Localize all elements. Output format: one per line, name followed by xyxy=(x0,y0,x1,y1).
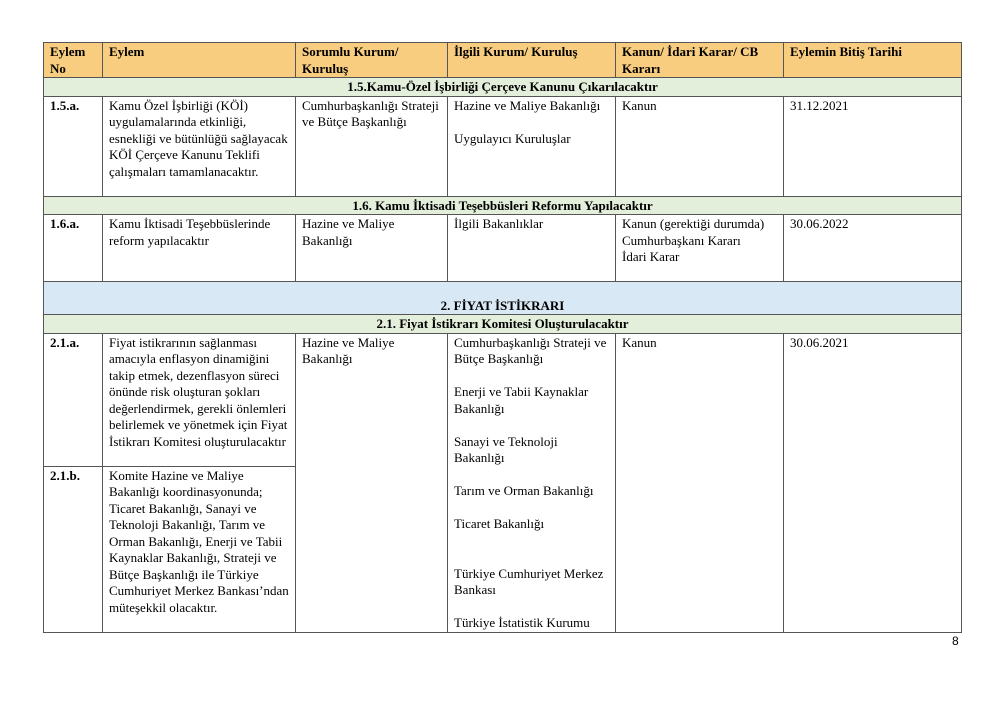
header-action: Eylem xyxy=(103,43,296,78)
responsible-institution: Cumhurbaşkanlığı Strateji ve Bütçe Başkanlığı xyxy=(296,96,448,196)
action-text: Komite Hazine ve Maliye Bakanlığı koordinasyonunda; Ticaret Bakanlığı, Sanayi ve Teknoloji Bakanlığı, Tarım ve Orman Bakanlığı, Enerji ve Tabii Kaynaklar Bakanlığı, Strateji ve Bütçe Başkanlığı ile Türkiye Cumhuriyet Merkez Bankası’ndan müteşekkil olacaktır. xyxy=(103,466,296,632)
table-row xyxy=(44,333,962,466)
legal-instrument: Kanun xyxy=(616,96,784,196)
end-date: 31.12.2021 xyxy=(784,96,962,196)
responsible-institution: Hazine ve Maliye Bakanlığı xyxy=(296,333,448,632)
action-code: 2.1.a. xyxy=(44,333,103,466)
related-item: Sanayi ve Teknoloji Bakanlığı xyxy=(454,433,558,465)
table-row xyxy=(44,96,962,196)
section-row xyxy=(44,196,962,215)
related-item: Uygulayıcı Kuruluşlar xyxy=(454,130,571,146)
law-item: İdari Karar xyxy=(622,249,680,264)
action-code: 1.5.a. xyxy=(44,96,103,196)
section-title-2-1: 2.1. Fiyat İstikrarı Komitesi Oluşturulacaktır xyxy=(44,315,962,334)
related-item: Hazine ve Maliye Bakanlığı xyxy=(454,97,601,113)
related-item: Ticaret Bakanlığı xyxy=(454,516,545,531)
related-item: Enerji ve Tabii Kaynaklar Bakanlığı xyxy=(454,384,589,416)
related-item: İlgili Bakanlıklar xyxy=(454,216,544,231)
related-institutions xyxy=(448,333,616,632)
action-text: Kamu İktisadi Teşebbüslerinde reform yapılacaktır xyxy=(103,215,296,282)
section-row xyxy=(44,78,962,97)
table-header-row xyxy=(44,43,962,78)
header-code: Eylem No xyxy=(44,43,103,78)
header-responsible: Sorumlu Kurum/ Kuruluş xyxy=(296,43,448,78)
related-item: Türkiye İstatistik Kurumu xyxy=(454,615,590,630)
related-institutions xyxy=(448,215,616,282)
section-title-1-6: 1.6. Kamu İktisadi Teşebbüsleri Reformu Yapılacaktır xyxy=(44,196,962,215)
end-date: 30.06.2021 xyxy=(784,333,962,632)
header-end-date: Eylemin Bitiş Tarihi xyxy=(784,43,962,78)
related-item: Türkiye Cumhuriyet Merkez Bankası xyxy=(454,565,604,597)
header-law: Kanun/ İdari Karar/ CB Kararı xyxy=(616,43,784,78)
table-row xyxy=(44,215,962,282)
end-date: 30.06.2022 xyxy=(784,215,962,282)
action-text: Fiyat istikrarının sağlanması amacıyla enflasyon dinamiğini takip etmek, dezenflasyon süreci önünde risk oluşturan şokları değerlendirmek, gerekli önlemleri belirlemek ve yönetmek için Fiyat İstikrarı Komitesi oluşturulacaktır xyxy=(103,333,296,466)
section-row xyxy=(44,315,962,334)
major-section-title: 2. FİYAT İSTİKRARI xyxy=(44,282,962,315)
page-number: 8 xyxy=(952,634,959,648)
legal-instrument: Kanun xyxy=(616,333,784,632)
related-institutions xyxy=(448,96,616,196)
action-plan-table xyxy=(43,42,962,633)
major-section-row xyxy=(44,282,962,315)
section-title-1-5: 1.5.Kamu-Özel İşbirliği Çerçeve Kanunu Çıkarılacaktır xyxy=(44,78,962,97)
action-code: 2.1.b. xyxy=(44,466,103,632)
responsible-institution: Hazine ve Maliye Bakanlığı xyxy=(296,215,448,282)
action-text: Kamu Özel İşbirliği (KÖİ) uygulamalarında etkinliği, esnekliği ve bütünlüğü sağlayacak KÖİ Çerçeve Kanunu Teklifi çalışmaları tamamlanacaktır. xyxy=(103,96,296,196)
legal-instrument xyxy=(616,215,784,282)
header-related: İlgili Kurum/ Kuruluş xyxy=(448,43,616,78)
law-item: Cumhurbaşkanı Kararı xyxy=(622,232,741,248)
related-item: Cumhurbaşkanlığı Strateji ve Bütçe Başkanlığı xyxy=(454,334,607,366)
action-code: 1.6.a. xyxy=(44,215,103,282)
law-item: Kanun (gerektiği durumda) xyxy=(622,216,765,231)
related-item: Tarım ve Orman Bakanlığı xyxy=(454,483,594,498)
